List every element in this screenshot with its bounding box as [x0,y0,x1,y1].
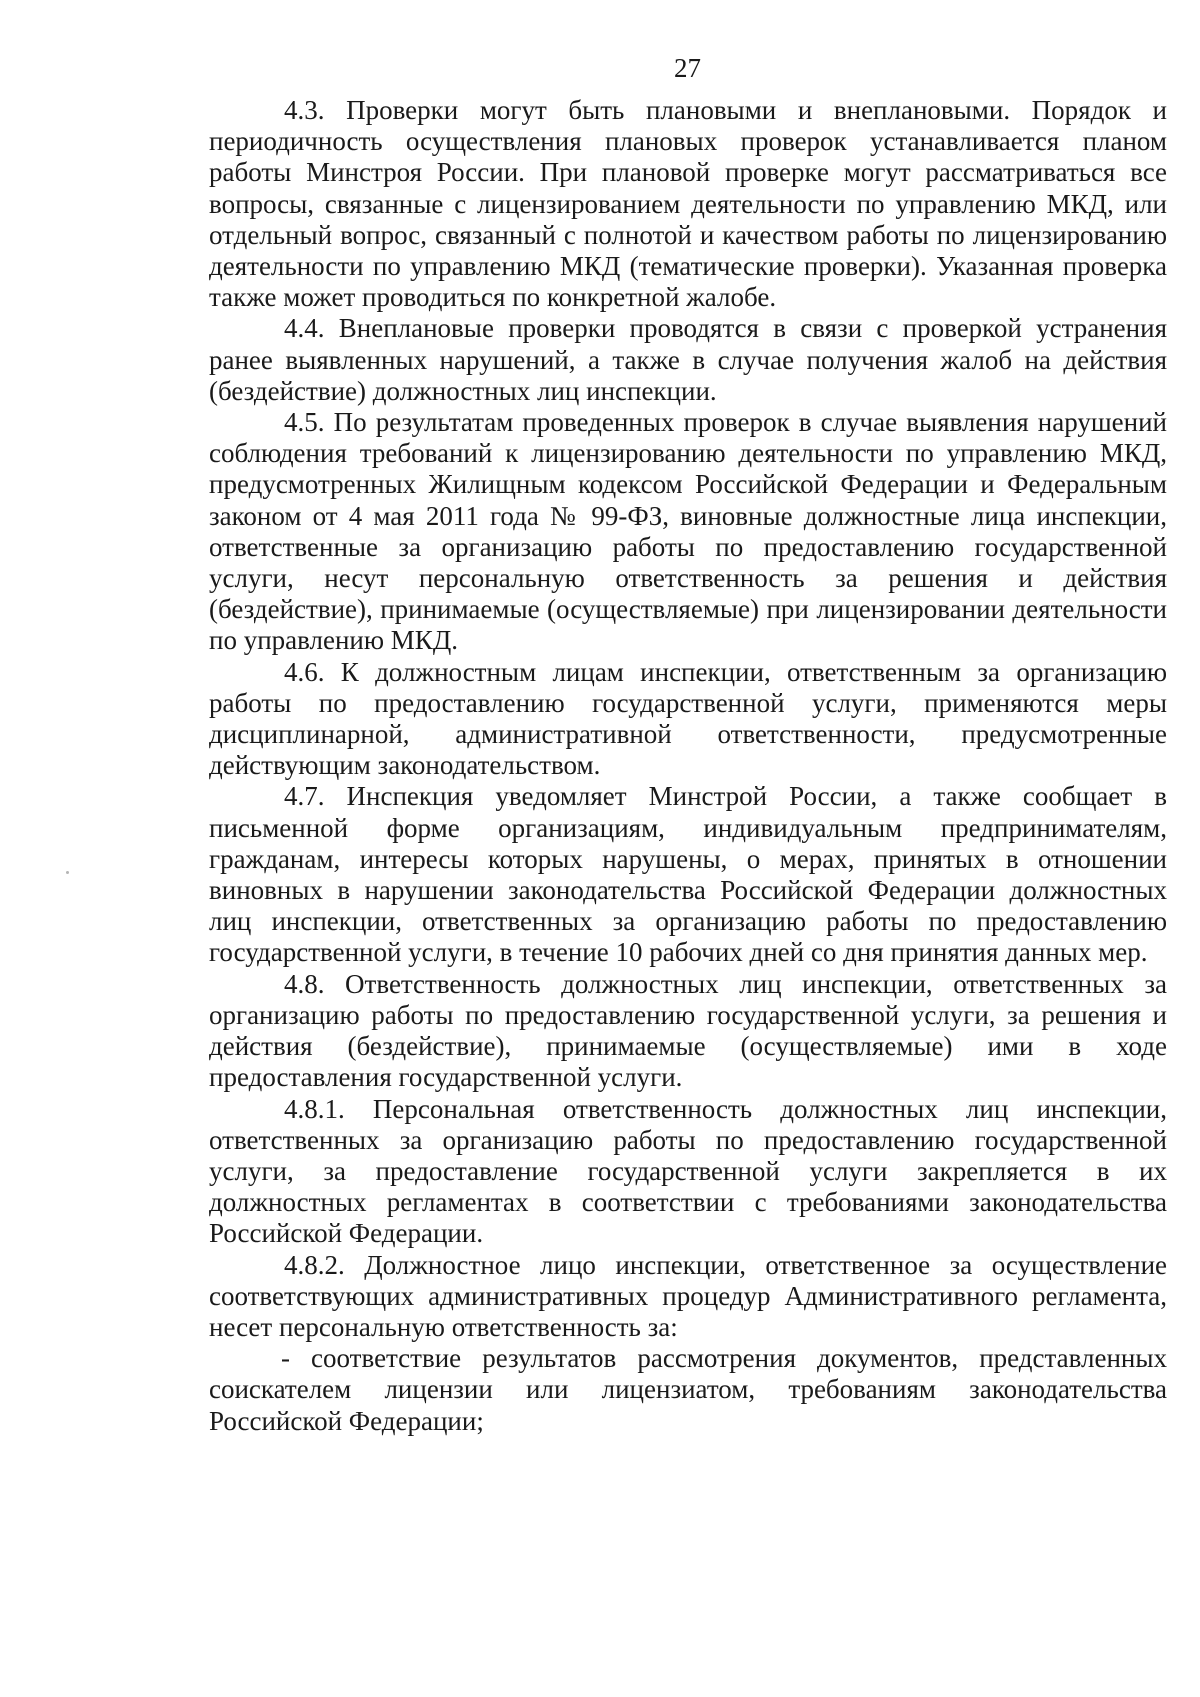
paragraph-4-3: 4.3. Проверки могут быть плановыми и внеплановыми. Порядок и периодичность осуществления плановых проверок устанавливается планом работы Минстроя России. При плановой проверке могут рассматриваться все вопросы, связанные с лицензированием деятельности по управлению МКД, или отдельный вопрос, связанный с полнотой и качеством работы по лицензированию деятельности по управлению МКД (тематические проверки). Указанная проверка также может проводиться по конкретной жалобе. [209,95,1167,313]
paragraph-4-8-2: 4.8.2. Должностное лицо инспекции, ответственное за осуществление соответствующих административных процедур Административного регламента, несет персональную ответственность за: [209,1249,1167,1342]
paragraph-4-8-1: 4.8.1. Персональная ответственность должностных лиц инспекции, ответственных за организацию работы по предоставлению государственной услуги, за предоставление государственной услуги закрепляется в их должностных регламентах в соответствии с требованиями законодательства Российской Федерации. [209,1093,1167,1249]
paragraph-4-8: 4.8. Ответственность должностных лиц инспекции, ответственных за организацию работы по предоставлению государственной услуги, за решения и действия (бездействие), принимаемые (осуществляемые) ими в ходе предоставления государственной услуги. [209,968,1167,1093]
paragraph-4-4: 4.4. Внеплановые проверки проводятся в связи с проверкой устранения ранее выявленных нарушений, а также в случае получения жалоб на действия (бездействие) должностных лиц инспекции. [209,313,1167,406]
paragraph-4-6: 4.6. К должностным лицам инспекции, ответственным за организацию работы по предоставлению государственной услуги, применяются меры дисциплинарной, административной ответственности, предусмотренные действующим законодательством. [209,656,1167,781]
scan-artifact-dot [66,871,69,874]
paragraph-4-7: 4.7. Инспекция уведомляет Минстрой России, а также сообщает в письменной форме организациям, индивидуальным предпринимателям, гражданам, интересы которых нарушены, о мерах, принятых в отношении виновных в нарушении законодательства Российской Федерации должностных лиц инспекции, ответственных за организацию работы по предоставлению государственной услуги, в течение 10 рабочих дней со дня принятия данных мер. [209,781,1167,968]
paragraph-4-5: 4.5. По результатам проведенных проверок в случае выявления нарушений соблюдения требований к лицензированию деятельности по управлению МКД, предусмотренных Жилищным кодексом Российской Федерации и Федеральным законом от 4 мая 2011 года № 99-ФЗ, виновные должностные лица инспекции, ответственные за организацию работы по предоставлению государственной услуги, несут персональную ответственность за решения и действия (бездействие), принимаемые (осуществляемые) при лицензировании деятельности по управлению МКД. [209,407,1167,656]
list-item-compliance: - соответствие результатов рассмотрения документов, представленных соискателем лицензии или лицензиатом, требованиям законодательства Российской Федерации; [209,1343,1167,1436]
document-body [209,95,1167,1437]
page-number: 27 [674,53,701,83]
